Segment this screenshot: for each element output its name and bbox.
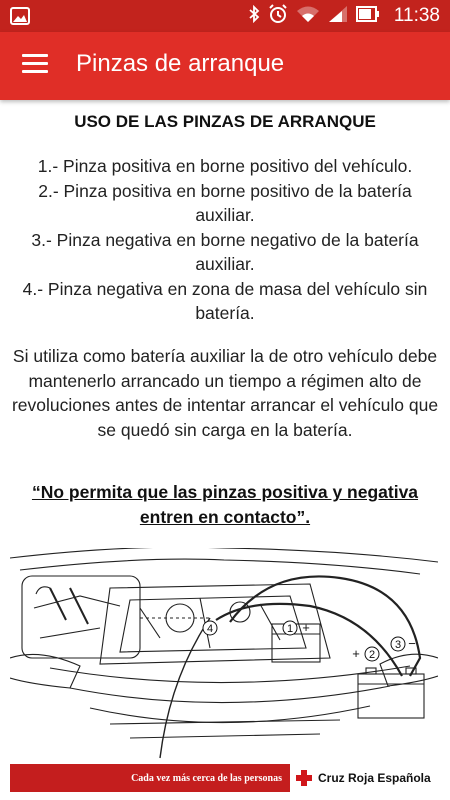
status-bar: [0, 0, 450, 32]
app-bar: [0, 32, 450, 100]
instructions-paragraph: Si utiliza como batería auxiliar la de otro vehículo debe mantenerlo arrancado un tiempo a régimen alto de revoluciones antes de intentar arrancar el vehículo que se quedó sin carga en la batería.: [11, 346, 439, 440]
footer-banner: [10, 764, 440, 792]
label-3: 3: [394, 639, 402, 651]
page-title: Pinzas de arranque: [76, 50, 285, 77]
jump-start-illustration: [10, 548, 438, 760]
label-1: 1: [286, 623, 294, 635]
minus-sign: −: [408, 636, 416, 651]
step-item: 1.- Pinza positiva en borne positivo del vehículo.: [37, 156, 413, 176]
battery-icon: [356, 6, 380, 27]
signal-icon: [328, 5, 348, 28]
footer-brand: [290, 764, 440, 792]
label-2: 2: [368, 649, 376, 661]
main-content[interactable]: [0, 100, 450, 760]
org-name: Cruz Roja Española: [318, 771, 431, 785]
bluetooth-icon: [248, 5, 260, 28]
warning-text: “No permita que las pinzas positiva y negativa entren en contacto”.: [31, 482, 419, 527]
plus-sign: +: [302, 620, 310, 635]
section-heading: USO DE LAS PINZAS DE ARRANQUE: [74, 112, 376, 131]
step-item: 4.- Pinza negativa en zona de masa del vehículo sin batería.: [22, 278, 428, 323]
alarm-icon: [268, 4, 288, 29]
wifi-icon: [296, 5, 320, 28]
menu-icon[interactable]: [22, 54, 48, 78]
image-icon: [10, 7, 30, 30]
clock-time: 11:38: [393, 5, 440, 26]
plus-sign-aux: +: [352, 646, 360, 661]
step-item: 2.- Pinza positiva en borne positivo de la batería auxiliar.: [38, 180, 412, 225]
red-cross-icon: [296, 770, 312, 786]
label-4: 4: [206, 623, 214, 635]
footer-slogan: Cada vez más cerca de las personas: [10, 764, 290, 792]
step-item: 3.- Pinza negativa en borne negativo de la batería auxiliar.: [31, 229, 419, 274]
steps-list: [10, 154, 440, 326]
